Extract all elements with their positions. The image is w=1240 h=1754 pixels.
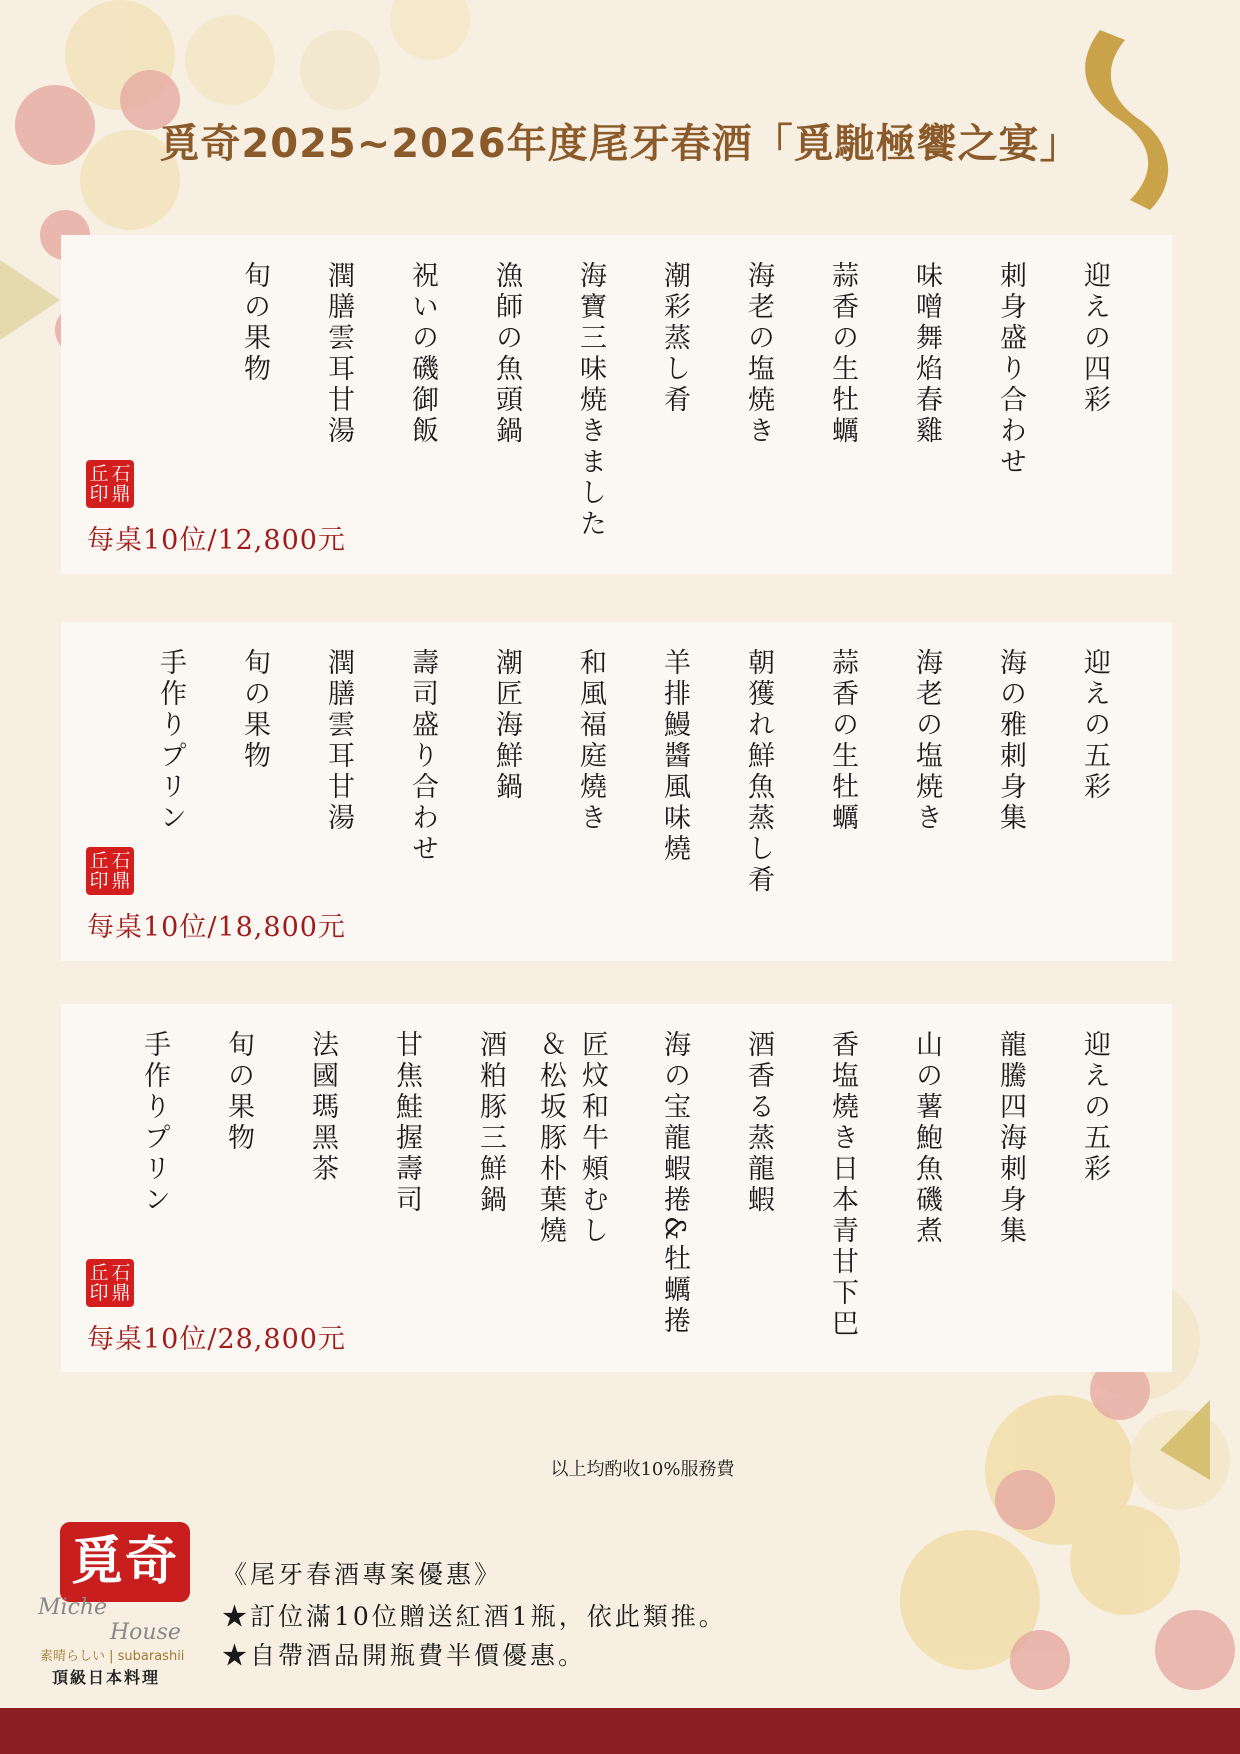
promo-line: ★訂位滿10位贈送紅酒1瓶，依此類推。 (222, 1602, 727, 1631)
menu-item: 酒香る蒸龍蝦 (743, 1030, 774, 1216)
menu-panel-12800 (61, 235, 1172, 574)
menu-item: 和風福庭燒き (575, 648, 606, 834)
service-charge-note: 以上均酌收10%服務費 (550, 1459, 735, 1480)
logo-tagline: 頂級日本料理 (52, 1668, 161, 1687)
menu-item: 旬の果物 (239, 261, 270, 385)
seal-stamp: 丘 石 印 鼎 (86, 847, 134, 895)
menu-item: 匠炆和牛頰むし (577, 1030, 608, 1247)
seal-stamp: 丘 石 印 鼎 (86, 1259, 134, 1307)
logo-script-2: House (110, 1620, 181, 1645)
page-title: 覓奇2025~2026年度尾牙春酒「覓馳極饗之宴」 (159, 121, 1081, 167)
menu-item: 山の薯鮑魚磯煮 (911, 1030, 942, 1247)
promo-line: ★自帶酒品開瓶費半價優惠。 (222, 1641, 587, 1670)
price-label: 每桌10位/12,800元 (87, 525, 346, 556)
menu-item: ＆松坂豚朴葉燒 (535, 1030, 566, 1247)
menu-item: 蒜香の生牡蠣 (827, 648, 858, 834)
menu-item: 龍騰四海刺身集 (995, 1030, 1026, 1247)
menu-item: 壽司盛り合わせ (407, 648, 438, 865)
menu-item: 旬の果物 (239, 648, 270, 772)
logo-script-1: Miche (38, 1595, 108, 1620)
menu-item: 海の雅刺身集 (995, 648, 1026, 834)
menu-item: 香塩燒き日本青甘下巴 (827, 1030, 858, 1340)
menu-item: 刺身盛り合わせ (995, 261, 1026, 478)
menu-item: 海老の塩焼き (911, 648, 942, 834)
menu-item: 迎えの五彩 (1079, 648, 1110, 803)
menu-item: 旬の果物 (223, 1030, 254, 1154)
menu-item: 海寶三味焼きました (575, 261, 606, 540)
menu-item: 蒜香の生牡蠣 (827, 261, 858, 447)
menu-panel-18800 (61, 622, 1172, 961)
menu-item: 甘焦鮭握壽司 (391, 1030, 422, 1216)
menu-item: 潮匠海鮮鍋 (491, 648, 522, 803)
price-label: 每桌10位/18,800元 (87, 912, 346, 943)
menu-item: 味噌舞焰春雞 (911, 261, 942, 447)
menu-item: 法國瑪黑茶 (307, 1030, 338, 1185)
footer-bar (0, 1708, 1240, 1754)
menu-item: 羊排鰻醬風味燒 (659, 648, 690, 865)
menu-item: 酒粕豚三鮮鍋 (475, 1030, 506, 1216)
menu-item: 潮彩蒸し肴 (659, 261, 690, 416)
menu-item: 朝獲れ鮮魚蒸し肴 (743, 648, 774, 896)
menu-item: 手作りプリン (155, 648, 186, 834)
menu-item: 迎えの五彩 (1079, 1030, 1110, 1185)
menu-item: 潤膳雲耳甘湯 (323, 261, 354, 447)
seal-stamp: 丘 石 印 鼎 (86, 460, 134, 508)
menu-item: 漁師の魚頭鍋 (491, 261, 522, 447)
menu-panel-28800 (61, 1004, 1172, 1372)
menu-item: 手作りプリン (139, 1030, 170, 1216)
menu-item: 海の宝龍蝦捲&牡蠣捲 (659, 1030, 690, 1338)
brand-logo: 覓奇 (60, 1522, 190, 1602)
menu-item: 海老の塩焼き (743, 261, 774, 447)
promo-heading: 《尾牙春酒專案優惠》 (222, 1560, 503, 1589)
menu-item: 祝いの磯御飯 (407, 261, 438, 447)
menu-item: 迎えの四彩 (1079, 261, 1110, 416)
menu-item: 潤膳雲耳甘湯 (323, 648, 354, 834)
logo-subtitle: 素晴らしい | subarashii (40, 1649, 185, 1664)
price-label: 每桌10位/28,800元 (87, 1324, 346, 1355)
